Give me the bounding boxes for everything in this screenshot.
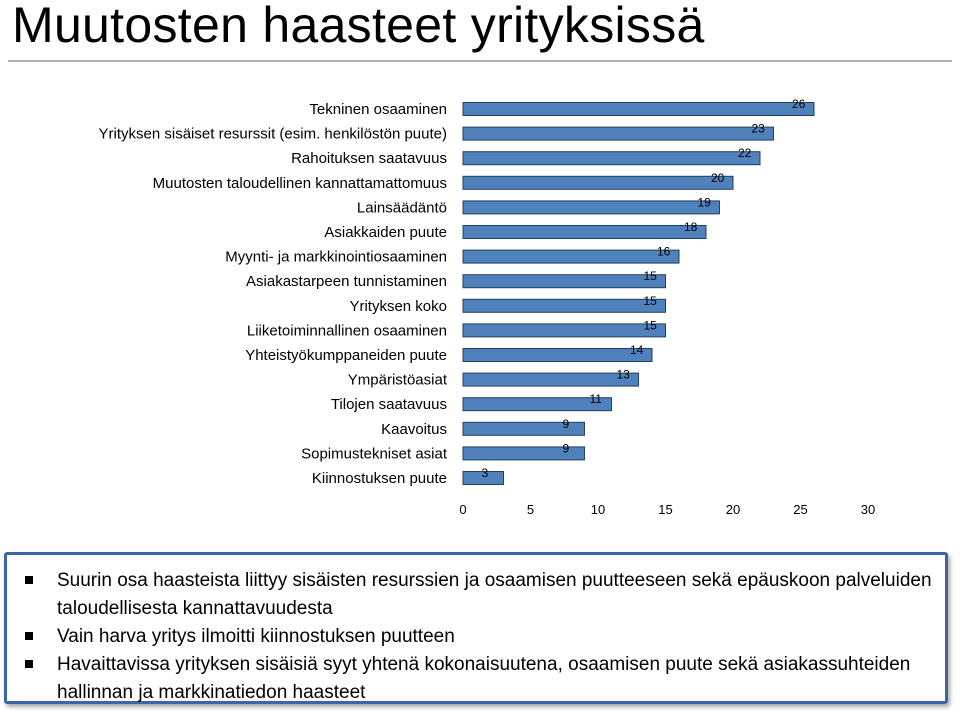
bar: [463, 201, 720, 214]
bar: [463, 152, 760, 165]
bullet-square-icon: [25, 576, 33, 584]
data-label: 19: [697, 195, 711, 210]
bar: [463, 373, 639, 386]
category-label: Lainsäädäntö: [356, 199, 447, 217]
bullet-square-icon: [25, 632, 33, 640]
summary-bullet: [23, 651, 933, 707]
x-tick-label: 0: [459, 502, 467, 517]
bar: [463, 349, 652, 362]
data-label: 14: [630, 343, 644, 357]
data-label: 23: [751, 121, 765, 136]
category-label: Tilojen saatavuus: [330, 396, 447, 414]
category-label: Liiketoiminnallinen osaaminen: [246, 322, 447, 340]
summary-bullet: [23, 623, 933, 651]
category-label: Asiakkaiden puute: [324, 224, 447, 241]
summary-bullet: [23, 567, 933, 623]
category-label: Ympäristöasiat: [347, 371, 447, 389]
summary-bullet-text: Havaittavissa yrityksen sisäisiä syyt yhtenä kokonaisuutena, osaamisen puute sekä asiakassuhteiden hallinnan ja markkinatiedon haasteet: [57, 654, 911, 703]
bar: [463, 176, 733, 189]
x-tick-label: 25: [793, 502, 808, 517]
data-label: 13: [616, 367, 630, 382]
bar: [463, 226, 706, 239]
data-label: 18: [684, 220, 698, 234]
data-label: 9: [562, 441, 570, 456]
category-label: Tekninen osaaminen: [309, 101, 447, 118]
data-label: 22: [738, 146, 752, 161]
title-divider: [8, 60, 952, 62]
category-label: Rahoituksen saatavuus: [291, 150, 447, 168]
data-label: 15: [643, 269, 657, 284]
x-tick-label: 30: [860, 502, 876, 517]
data-label: 15: [643, 318, 657, 333]
data-label: 11: [589, 392, 602, 407]
x-tick-label: 15: [658, 502, 673, 517]
data-label: 3: [481, 466, 489, 480]
bar: [463, 103, 814, 116]
summary-list: [23, 567, 933, 707]
x-tick-label: 5: [526, 502, 535, 517]
category-label: Kaavoitus: [381, 420, 447, 438]
data-label: 20: [711, 170, 725, 185]
bar: [463, 275, 666, 288]
horizontal-bar-chart: [0, 95, 960, 525]
bar: [463, 127, 774, 140]
x-axis-tick-labels: [459, 502, 875, 517]
category-labels: [99, 101, 448, 487]
bars: [463, 103, 814, 485]
category-label: Asiakastarpeen tunnistaminen: [246, 273, 447, 291]
category-label: Kiinnostuksen puute: [311, 470, 447, 487]
x-tick-label: 20: [725, 502, 741, 517]
summary-bullet-text: Vain harva yritys ilmoitti kiinnostuksen puutteen: [57, 626, 455, 647]
data-label: 9: [562, 416, 570, 431]
x-tick-label: 10: [590, 502, 606, 517]
category-label: Sopimustekniset asiat: [301, 445, 447, 463]
category-label: Yrityksen koko: [349, 297, 447, 315]
bullet-square-icon: [25, 660, 33, 668]
category-label: Muutosten taloudellinen kannattamattomuus: [152, 174, 447, 192]
data-label: 16: [657, 244, 671, 259]
page-title: Muutosten haasteet yrityksissä: [12, 0, 705, 53]
bar: [463, 299, 666, 312]
summary-bullet-text: Suurin osa haasteista liittyy sisäisten resurssien ja osaamisen puutteeseen sekä epäuskoon palveluiden taloudellisesta kannattavuudesta: [57, 570, 932, 619]
data-label: 15: [643, 293, 657, 308]
category-label: Yrityksen sisäiset resurssit (esim. henkilöstön puute): [98, 125, 447, 143]
data-label: 26: [792, 97, 806, 111]
summary-box: [4, 552, 948, 704]
bar: [463, 324, 666, 337]
category-label: Myynti- ja markkinointiosaaminen: [225, 248, 447, 266]
bar: [463, 250, 679, 263]
category-label: Yhteistyökumppaneiden puute: [245, 347, 447, 364]
